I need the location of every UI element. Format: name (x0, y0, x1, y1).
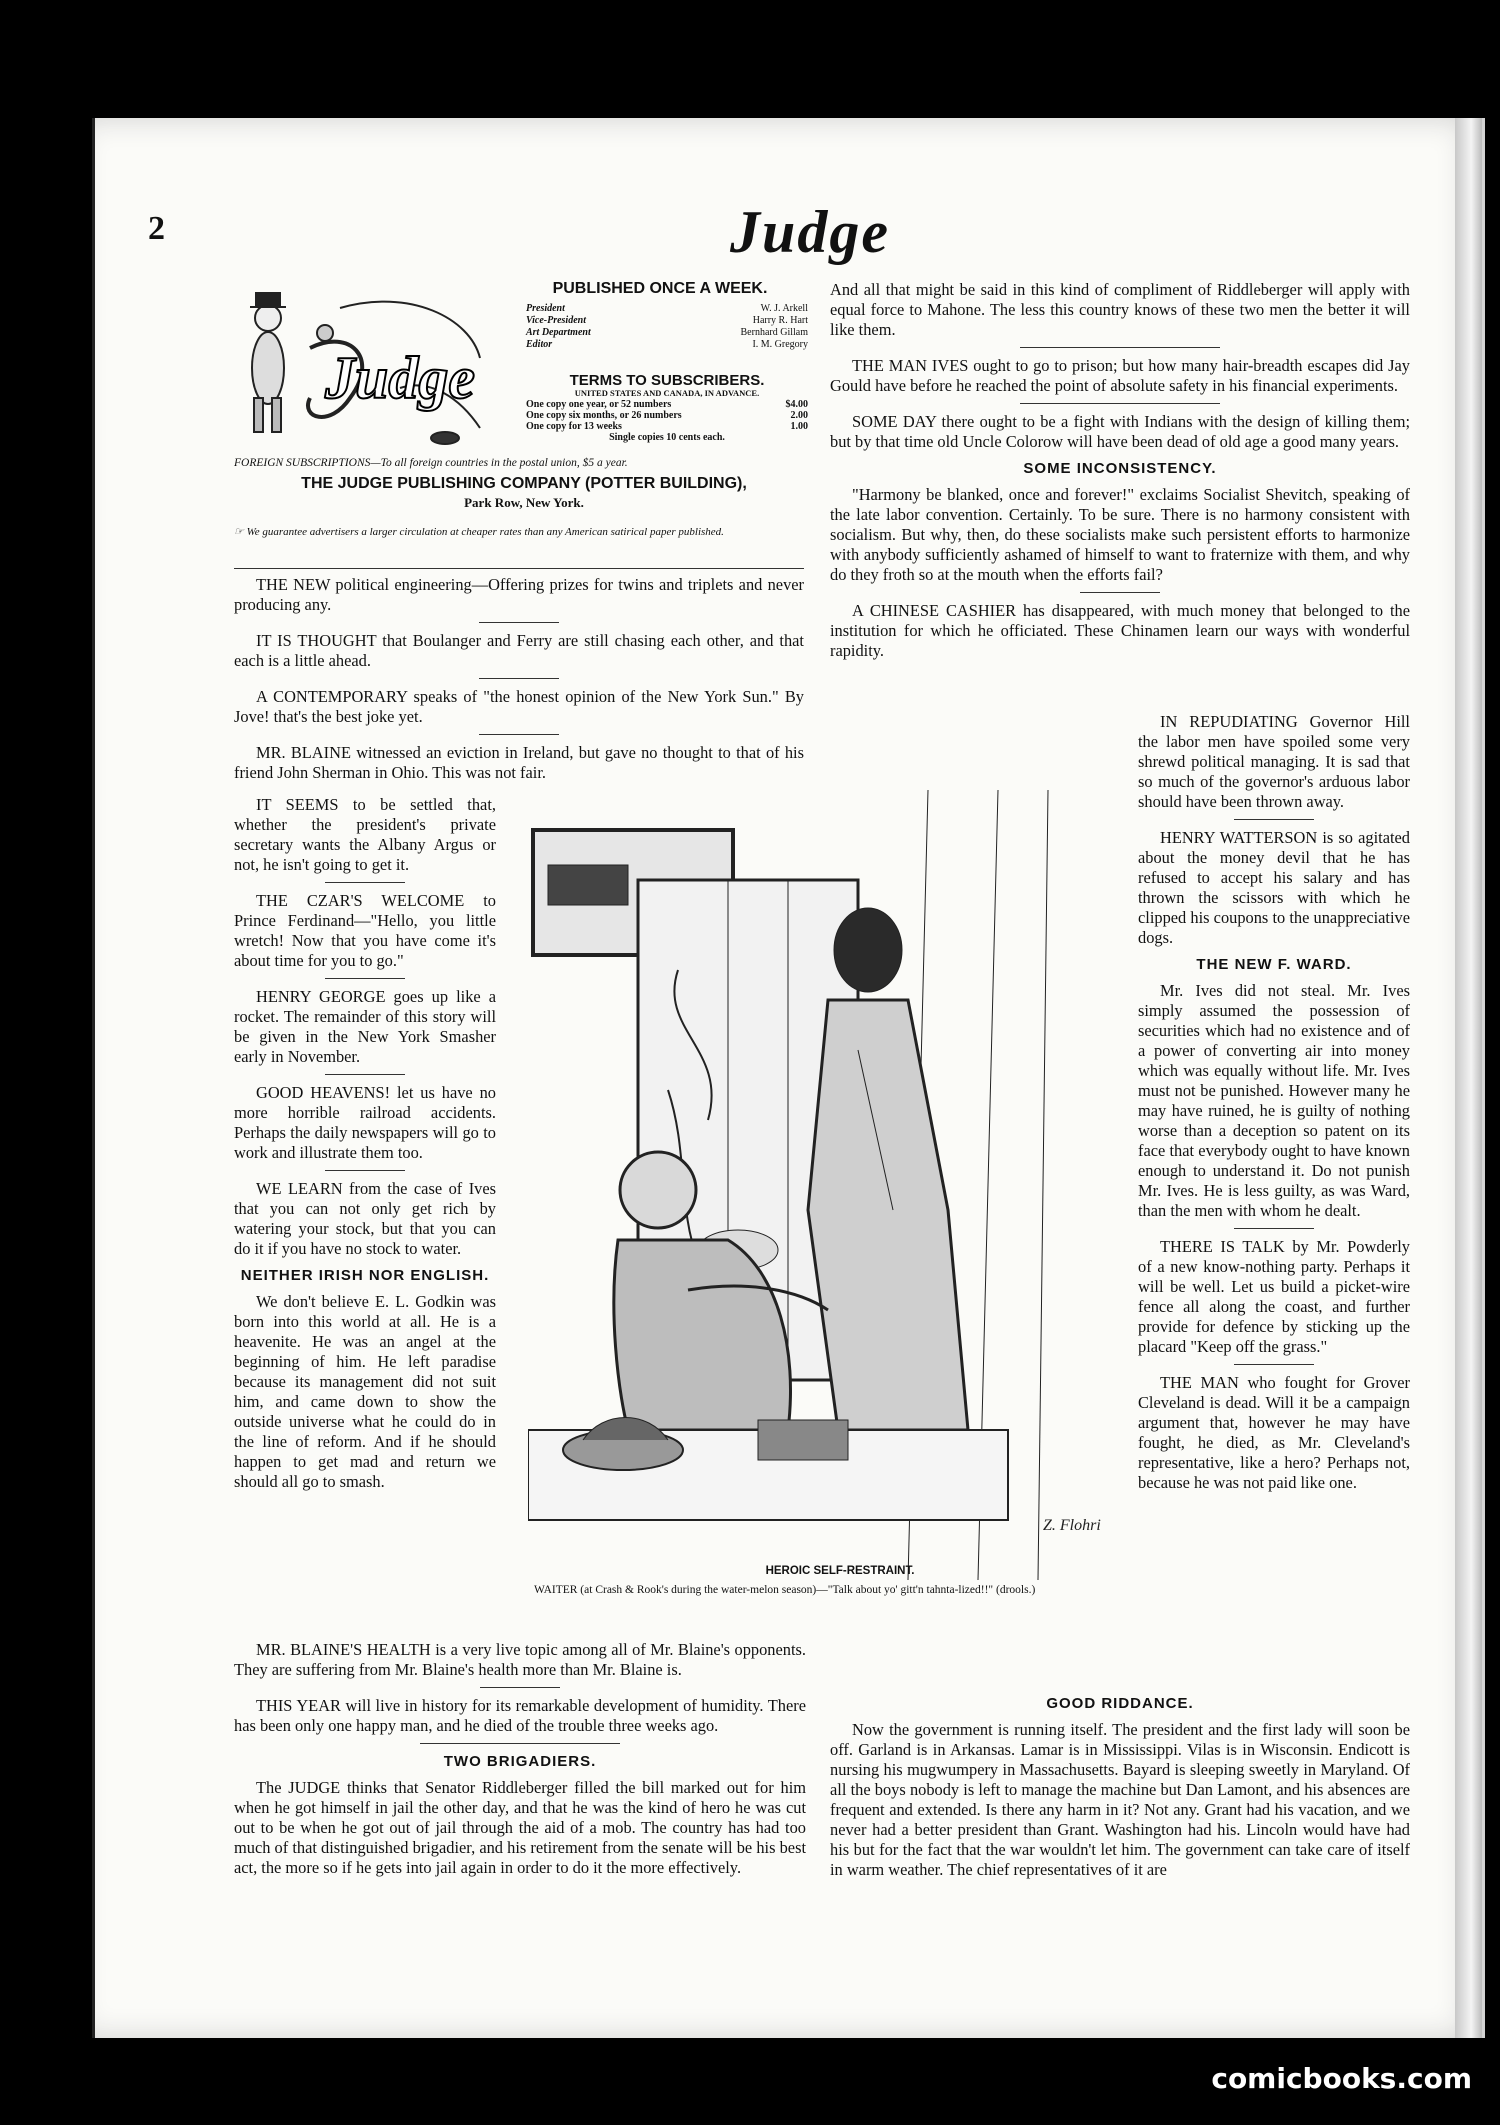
right-column-narrow (1138, 712, 1410, 1500)
page-number: 2 (148, 210, 165, 247)
logo-lettering: Judge (325, 345, 475, 411)
staff-list (526, 303, 808, 351)
paragraph: HENRY WATTERSON is so agitated about the money devil that he has refused to accept his salary and has thrown the scissors with which he clipped his coupons to the unappreciative dogs. (1138, 828, 1410, 947)
paragraph: We don't believe E. L. Godkin was born into this world at all. He is a heavenite. He was an angel at the beginning of him. He left paradise because its management did not suit him, and came down to show the outside universe what he could do in the line of reform. And if he should happen to get mad and return we should all go to smash. (234, 1292, 496, 1491)
heroic-self-restraint-illustration (528, 790, 1128, 1580)
paragraph: WE LEARN from the case of Ives that you can not only get rich by watering your stock, but that you can do it if you have no stock to water. (234, 1179, 496, 1258)
right-column-bottom (830, 1690, 1410, 1887)
terms-row: One copy six months, or 26 numbers 2.00 (526, 410, 808, 421)
site-watermark: comicbooks.com (1211, 2062, 1472, 2095)
judge-logo-illustration (230, 288, 504, 456)
paragraph: HENRY GEORGE goes up like a rocket. The remainder of this story will be given in the New York Smasher early in November. (234, 987, 496, 1066)
left-column-narrow (234, 795, 496, 1499)
publisher-name: THE JUDGE PUBLISHING COMPANY (POTTER BUILDING), (301, 475, 747, 492)
page-spine (1455, 118, 1482, 2038)
illustration-title: HEROIC SELF-RESTRAINT. (765, 1565, 915, 1577)
staff-row: Editor I. M. Gregory (526, 339, 808, 350)
right-column-top (830, 280, 1410, 668)
section-heading: TWO BRIGADIERS. (443, 1753, 597, 1770)
terms-row: One copy for 13 weeks 1.00 (526, 421, 808, 432)
paragraph: THE MAN who fought for Grover Cleveland is dead. Will it be a campaign argument that, however he may have fought, he died, as Mr. Cleveland's representative, like a hero? Perhaps not, because he was not paid like one. (1138, 1373, 1410, 1492)
illustrator-signature: Z. Flohri (1043, 1517, 1101, 1534)
left-column-top (234, 568, 804, 790)
left-column-bottom (234, 1640, 806, 1885)
staff-row: Vice-President Harry R. Hart (526, 315, 808, 326)
paragraph: IN REPUDIATING Governor Hill the labor men have spoiled some very shrewd political managing. It is sad that so much of the governor's arduous labor should have been thrown away. (1138, 712, 1410, 811)
paragraph: MR. BLAINE'S HEALTH is a very live topic among all of Mr. Blaine's opponents. They are suffering from Mr. Blaine's health more than Mr. Blaine is. (234, 1640, 806, 1679)
paragraph: THIS YEAR will live in history for its remarkable development of humidity. There has been only one happy man, and he died of the trouble three weeks ago. (234, 1696, 806, 1735)
terms-title: TERMS TO SUBSCRIBERS. (569, 372, 765, 389)
foreign-subscriptions: FOREIGN SUBSCRIPTIONS—To all foreign countries in the postal union, $5 a year. (234, 457, 628, 469)
paragraph: Mr. Ives did not steal. Mr. Ives simply assumed the possession of securities which had no existence and of a power of converting air into money which was equally without life. Mr. Ives must not be punished. However many he may have ruined, he is guilty of nothing worse than a deception so patent on its face that everybody ought to have known enough to understand it. Do not punish Mr. Ives. He is less guilty, as was Ward, than the men with whom he dealt. (1138, 981, 1410, 1220)
paragraph: SOME DAY there ought to be a fight with Indians with the design of killing them; but by that time old Uncle Colorow will have been dead of old age a good many years. (830, 412, 1410, 451)
paragraph: Now the government is running itself. The president and the first lady will soon be off. Garland is in Arkansas. Lamar is in Mississippi. Vilas is in Wisconsin. Endicott is nursing his mugwumpery in Massachusetts. Bayard is sleeping sweetly in Maryland. Of all the boys nobody is left to manage the machine but Dan Lamont, and his absences are frequent and extended. Is there any harm in it? Not any. Grant had his vacation, and we never had a better president than Grant. Washington had his. Lincoln would have had his but for the fact that the war wouldn't let him. The government can take care of itself in warm weather. The chief representatives of it are (830, 1720, 1410, 1879)
publisher-address: Park Row, New York. (464, 495, 584, 510)
section-heading: SOME INCONSISTENCY. (1023, 460, 1217, 477)
paragraph: A CONTEMPORARY speaks of "the honest opinion of the New York Sun." By Jove! that's the best joke yet. (234, 687, 804, 726)
paragraph: IT IS THOUGHT that Boulanger and Ferry are still chasing each other, and that each is a little ahead. (234, 631, 804, 670)
paragraph: THERE IS TALK by Mr. Powderly of a new know-nothing party. Perhaps it will be well. Let us build a picket-wire fence all along the coast, and further provide for defence by sticking up the placard "Keep off the grass." (1138, 1237, 1410, 1356)
advertiser-guarantee: ☞ We guarantee advertisers a larger circulation at cheaper rates than any American satirical paper published. (234, 526, 724, 538)
paragraph: "Harmony be blanked, once and forever!" exclaims Socialist Shevitch, speaking of the late labor convention. Certainly. To be sure. There is no harmony consistent with socialism. But why, then, do these socialists make such persistent efforts to harmonize with anybody sufficiently ashamed of himself to want to fraternize with them, and why do they froth so at the mouth when the efforts fail? (830, 485, 1410, 584)
terms-subtitle: UNITED STATES AND CANADA, IN ADVANCE. (574, 388, 760, 398)
section-heading: THE NEW F. WARD. (1196, 956, 1352, 973)
subscription-terms (526, 372, 808, 443)
paragraph: THE CZAR'S WELCOME to Prince Ferdinand—"Hello, you little wretch! Now that you have come it's about time for you to go." (234, 891, 496, 970)
staff-row: Art Department Bernhard Gillam (526, 327, 808, 338)
paragraph: IT SEEMS to be settled that, whether the president's private secretary wants the Albany Argus or not, he isn't going to get it. (234, 795, 496, 874)
terms-row: One copy one year, or 52 numbers $4.00 (526, 399, 808, 410)
paragraph: And all that might be said in this kind of compliment of Riddleberger will apply with equal force to Mahone. The less this country knows of these two men the better it will like them. (830, 280, 1410, 339)
paragraph: GOOD HEAVENS! let us have no more horrible railroad accidents. Perhaps the daily newspapers will go to work and illustrate them too. (234, 1083, 496, 1162)
single-copy-price: Single copies 10 cents each. (609, 432, 725, 443)
paragraph: A CHINESE CASHIER has disappeared, with much money that belonged to the institution for which he officiated. These Chinamen learn our ways with wonderful rapidity. (830, 601, 1410, 660)
published-heading: PUBLISHED ONCE A WEEK. (552, 280, 768, 297)
masthead-title: Judge (730, 199, 890, 265)
paragraph: THE NEW political engineering—Offering prizes for twins and triplets and never producing any. (234, 575, 804, 614)
section-heading: GOOD RIDDANCE. (1046, 1695, 1194, 1712)
paragraph: THE MAN IVES ought to go to prison; but how many hair-breadth escapes did Jay Gould have before he reached the point of absolute safety in his financial experiments. (830, 356, 1410, 395)
illustration-caption: WAITER (at Crash & Rook's during the water-melon season)—"Talk about yo' gitt'n tahnta-lized!!" (drools.) (534, 1584, 1036, 1596)
paragraph: MR. BLAINE witnessed an eviction in Ireland, but gave no thought to that of his friend John Sherman in Ohio. This was not fair. (234, 743, 804, 782)
staff-row: President W. J. Arkell (526, 303, 808, 314)
paragraph: The JUDGE thinks that Senator Riddleberger filled the bill marked out for him when he got himself in jail the other day, and that he was the kind of hero he was cut out to be when he got out of jail through the aid of a mob. The country has had too much of that distinguished brigadier, and his retirement from the senate will be his best act, the more so if he gets into jail again in order to do it the more effectively. (234, 1778, 806, 1877)
section-heading: NEITHER IRISH NOR ENGLISH. (240, 1267, 490, 1284)
